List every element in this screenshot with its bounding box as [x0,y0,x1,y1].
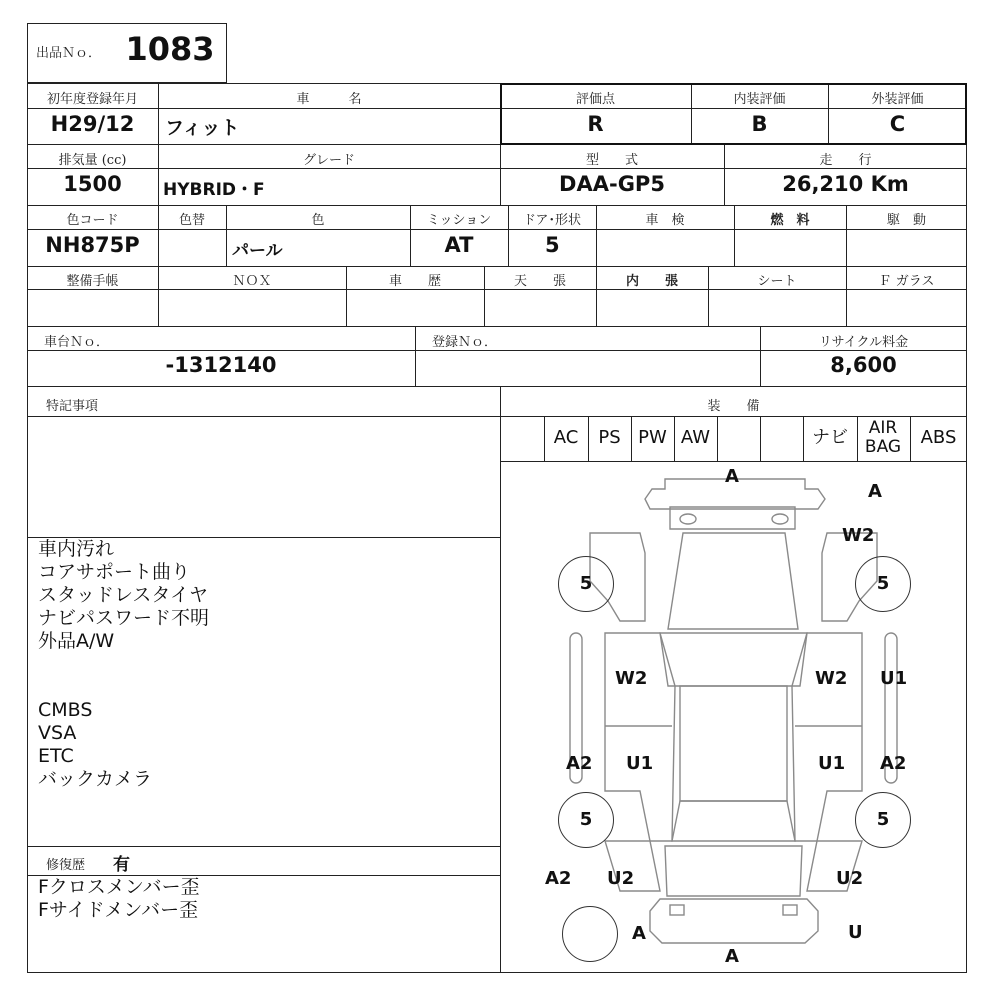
repair-value: 有 [113,855,130,875]
repair-label: 修復歴 [46,858,86,873]
score-value: R [587,112,604,136]
reg-date-label: 初年度登録年月 [46,92,138,107]
remarks-label: 特記事項 [46,399,99,414]
grade-label: グレード [302,153,355,168]
remark-line: 外品A/W [38,630,115,652]
equipment-ac: AC [553,427,579,448]
lot-label: 出品Ｎｏ． [36,46,102,61]
damage-front-right-a: A [868,481,882,502]
damage-left-a2: A2 [566,753,593,774]
interior-trim-label: 内 張 [625,274,678,289]
exterior-value: C [889,112,906,136]
damage-right-u1: U1 [818,753,846,774]
remark-line: スタッドレスタイヤ [38,584,209,606]
interior-value: B [751,112,768,136]
damage-left-u1: U1 [626,753,654,774]
interior-label: 内装評価 [733,92,786,107]
fuel-label: 燃 料 [770,213,810,228]
remark-line: CMBS [38,699,93,721]
remark-line [38,653,209,676]
repair-list [38,876,200,922]
equipment-aw: AW [680,427,711,448]
front-grille [670,507,795,529]
tailgate [665,846,802,896]
damage-rear-a: A [725,946,739,967]
chassis-value: -1312140 [165,353,277,377]
tire-front-right: 5 [855,556,911,612]
remarks-list [38,538,209,791]
remark-line [38,676,209,699]
equipment-abs: ABS [920,427,957,448]
remark-line: ETC [38,745,74,767]
damage-rear-right-u2: U2 [836,868,864,889]
tire-rear-left: 5 [558,792,614,848]
damage-right-a2: A2 [880,753,907,774]
roof [680,686,787,801]
car-name-label: 車 名 [296,92,362,107]
displacement-value: 1500 [63,172,122,196]
equipment-label: 装 備 [707,399,760,414]
spare-tire [562,906,618,962]
rear-light-left [670,905,684,915]
equipment-navi: ナビ [812,427,848,448]
hood [668,533,798,629]
fglass-label: Ｆ ガラス [878,274,935,289]
history-label: 車 歴 [388,274,441,289]
damage-left-door-w2: W2 [615,668,648,689]
nox-label: ＮＯＸ [232,274,272,289]
mileage-label: 走 行 [819,153,872,168]
car-diagram [500,461,967,973]
seat-label: シート [757,274,797,289]
tire-front-left: 5 [558,556,614,612]
rear-window [672,801,795,841]
color-code-label: 色コード [66,213,119,228]
score-label: 評価点 [575,92,615,107]
tire-rear-right: 5 [855,792,911,848]
car-name-value: フィット [165,117,240,139]
windshield [660,633,807,686]
roof-label: 天 張 [513,274,566,289]
front-emblem-right [772,514,788,524]
remark-line: ナビパスワード不明 [38,607,210,629]
mileage-value: 26,210 Km [782,172,909,196]
damage-front-a: A [725,466,739,487]
remark-line: VSA [38,722,77,744]
remark-line: 車内汚れ [38,538,115,560]
exterior-label: 外装評価 [871,92,924,107]
reg-no-label: 登録Ｎｏ． [432,335,498,350]
repair-line: Fサイドメンバー歪 [38,899,199,921]
rear-light-right [783,905,797,915]
front-emblem-left [680,514,696,524]
damage-rear-right-u: U [848,922,863,943]
damage-rear-left-u2: U2 [607,868,635,889]
drive-label: 駆 動 [886,213,926,228]
inspection-label: 車 検 [645,213,685,228]
damage-right-door-w2: W2 [815,668,848,689]
equipment-airbag: AIR BAG [864,418,902,457]
color-label: 色 [311,213,325,228]
model-value: DAA-GP5 [559,172,665,196]
model-label: 型 式 [585,153,638,168]
repaint-label: 色替 [178,213,205,228]
reg-date-value: H29/12 [50,112,135,136]
mission-value: AT [444,233,474,257]
equipment-ps: PS [598,427,621,448]
color-value: パール [232,241,283,261]
damage-rear-bumper-a: A [632,923,646,944]
remark-line: コアサポート曲り [38,561,191,583]
repair-line: Fクロスメンバー歪 [38,876,200,898]
damage-right-u1-outer: U1 [880,668,908,689]
mission-label: ミッション [426,213,492,228]
door-value: 5 [545,233,560,257]
displacement-label: 排気量 (cc) [58,153,127,168]
door-label: ドア･形状 [522,213,582,228]
grade-value: HYBRID・F [163,180,265,200]
recycle-label: リサイクル料金 [818,335,909,350]
remark-line: バックカメラ [38,768,153,790]
recycle-value: 8,600 [830,353,897,377]
service-book-label: 整備手帳 [66,274,119,289]
damage-rear-left-a2: A2 [545,868,572,889]
chassis-label: 車台Ｎｏ． [44,335,110,350]
damage-front-right-fender-w2: W2 [842,525,875,546]
lot-number: 1083 [125,30,215,68]
color-code-value: NH875P [45,233,140,257]
equipment-pw: PW [638,427,667,448]
